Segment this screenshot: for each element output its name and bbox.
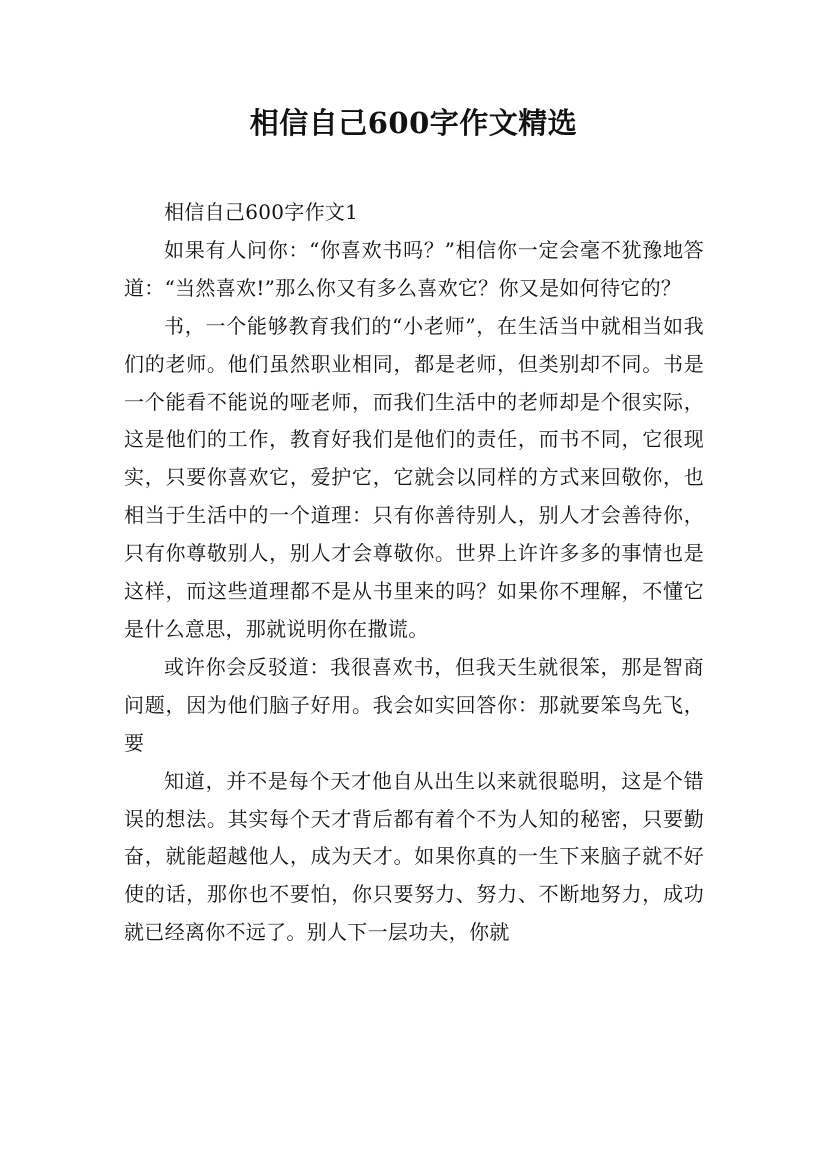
document-body (124, 194, 704, 952)
section-heading: 相信自己600字作文1 (164, 200, 359, 224)
paragraph-3: 或许你会反驳道：我很喜欢书，但我天生就很笨，那是智商问题，因为他们脑子好用。我会如实回答你：那就要笨鸟先飞，要 (124, 654, 704, 755)
document-title: 相信自己600字作文精选 (249, 106, 578, 140)
paragraph-2: 书，一个能够教育我们的“小老师”，在生活当中就相当如我们的老师。他们虽然职业相同，都是老师，但类别却不同。书是一个能看不能说的哑老师，而我们生活中的老师却是个很实际，这是他们的工作，教育好我们是他们的责任，而书不同，它很现实，只要你喜欢它，爱护它，它就会以同样的方式来回敬你，也相当于生活中的一个道理：只有你善待别人，别人才会善待你，只有你尊敬别人，别人才会尊敬你。世界上许许多多的事情也是这样，而这些道理都不是从书里来的吗？如果你不理解，不懂它是什么意思，那就说明你在撒谎。 (124, 313, 704, 641)
paragraph-1: 如果有人问你：“你喜欢书吗？”相信你一定会毫不犹豫地答道：“当然喜欢!”那么你又有多么喜欢它？你又是如何待它的？ (124, 237, 704, 300)
paragraph-4: 知道，并不是每个天才他自从出生以来就很聪明，这是个错误的想法。其实每个天才背后都有着个不为人知的秘密，只要勤奋，就能超越他人，成为天才。如果你真的一生下来脑子就不好使的话，那你也不要怕，你只要努力、努力、不断地努力，成功就已经离你不远了。别人下一层功夫，你就 (124, 768, 704, 945)
